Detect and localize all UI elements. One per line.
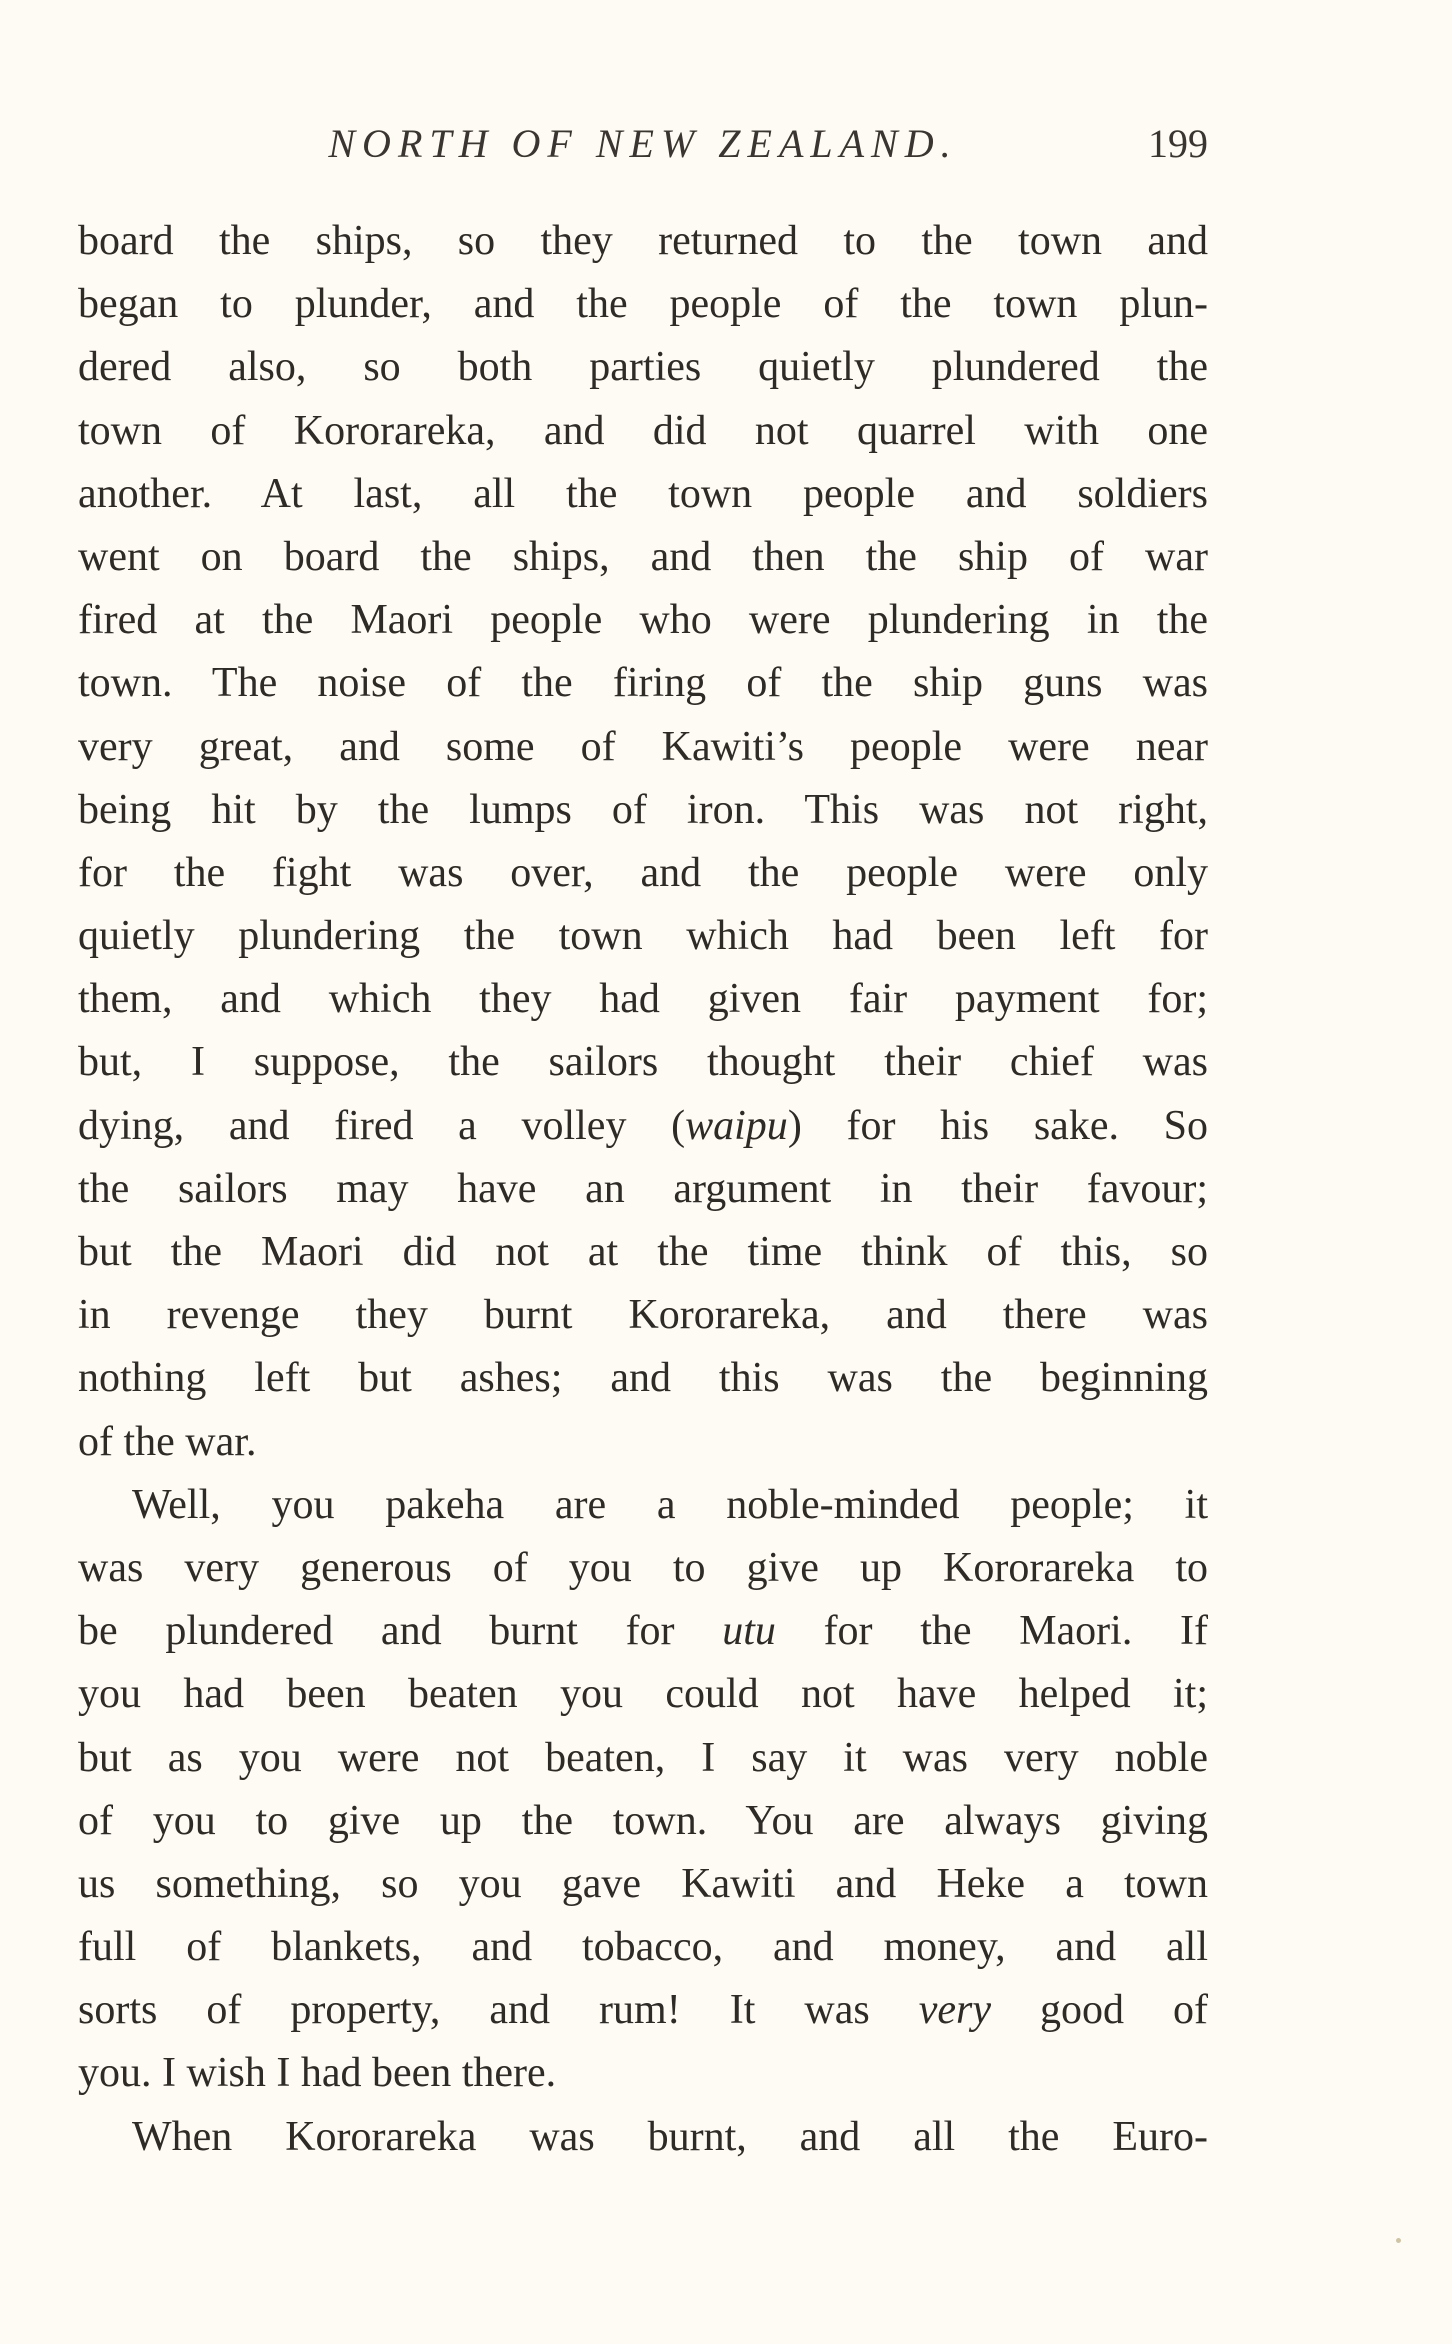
text-line: for the fight was over, and the people were only: [78, 849, 1208, 896]
text-line: began to plunder, and the people of the town plun-: [78, 281, 1208, 328]
text-line: dered also, so both parties quietly plundered the: [78, 344, 1208, 391]
text-line: nothing left but ashes; and this was the beginning: [78, 1355, 1208, 1402]
text-line: but as you were not beaten, I say it was very noble: [78, 1734, 1208, 1781]
text-line: quietly plundering the town which had been left for: [78, 913, 1208, 960]
text-line: very great, and some of Kawiti’s people were near: [78, 723, 1208, 770]
text-line: of you to give up the town. You are always giving: [78, 1797, 1208, 1844]
text-line: was very generous of you to give up Kororareka to: [78, 1544, 1208, 1591]
page-number: 199: [1148, 121, 1208, 166]
text-line: being hit by the lumps of iron. This was not right,: [78, 786, 1208, 833]
text-line: but the Maori did not at the time think of this, so: [78, 1229, 1208, 1275]
running-title: NORTH OF NEW ZEALAND.: [328, 121, 958, 166]
text-line: in revenge they burnt Kororareka, and there was: [78, 1292, 1208, 1339]
paper-speck: [1396, 2238, 1401, 2243]
text-line: town of Kororareka, and did not quarrel with one: [78, 407, 1208, 454]
italic-term: very: [918, 1987, 991, 2034]
text-line: of the war.: [78, 1418, 257, 1465]
text-line: went on board the ships, and then the ship of war: [78, 533, 1208, 580]
text-line: you. I wish I had been there.: [78, 2050, 557, 2097]
text-line: When Kororareka was burnt, and all the Euro-: [132, 2113, 1208, 2160]
italic-term: utu: [722, 1608, 776, 1655]
text-line: Well, you pakeha are a noble-minded people; it: [132, 1481, 1208, 1528]
text-line: the sailors may have an argument in their favour;: [78, 1165, 1208, 1212]
text-line: but, I suppose, the sailors thought their chief was: [78, 1039, 1208, 1086]
text-line: be plundered and burnt for utu for the Maori. If: [78, 1608, 1208, 1655]
italic-term: waipu: [685, 1102, 788, 1149]
running-head: [78, 120, 1208, 180]
text-line: town. The noise of the firing of the ship guns was: [78, 660, 1208, 707]
text-line: us something, so you gave Kawiti and Heke a town: [78, 1860, 1208, 1907]
text-line: fired at the Maori people who were plundering in the: [78, 597, 1208, 644]
text-line: board the ships, so they returned to the town and: [78, 218, 1208, 264]
text-line: full of blankets, and tobacco, and money, and all: [78, 1924, 1208, 1971]
text-line: another. At last, all the town people and soldiers: [78, 470, 1208, 517]
text-line: sorts of property, and rum! It was very good of: [78, 1987, 1208, 2034]
text-line: you had been beaten you could not have helped it;: [78, 1671, 1208, 1718]
text-line: dying, and fired a volley (waipu) for his sake. So: [78, 1102, 1209, 1149]
body-text: [78, 210, 1208, 2169]
text-line: them, and which they had given fair payment for;: [78, 976, 1208, 1023]
